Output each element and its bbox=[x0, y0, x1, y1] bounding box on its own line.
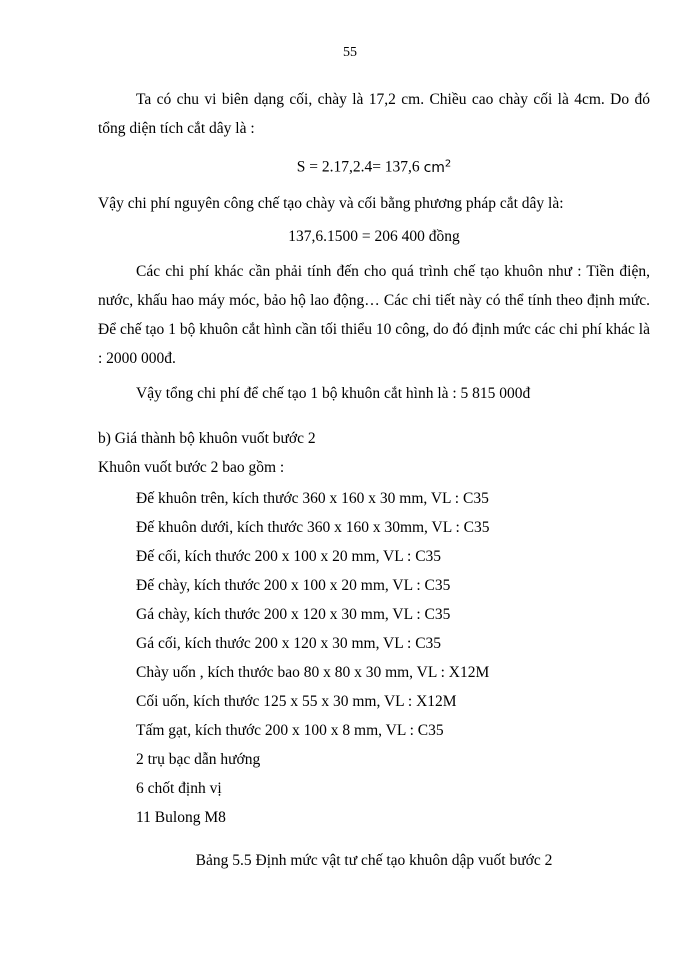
component-list bbox=[98, 484, 650, 832]
paragraph-other-costs: Các chi phí khác cần phải tính đến cho quá trình chế tạo khuôn như : Tiền điện, nước, khấu hao máy móc, bảo hộ lao động… Các chi tiết này có thể tính theo định mức. Để chế tạo 1 bộ khuôn cắt hình cần tối thiểu 10 công, do đó định mức các chi phí khác là : 2000 000đ. bbox=[98, 262, 650, 367]
list-item: 2 trụ bạc dẫn hướng bbox=[136, 750, 261, 768]
list-item: Đế chày, kích thước 200 x 100 x 20 mm, VL : C35 bbox=[136, 576, 451, 594]
unit-exponent: 2 bbox=[444, 158, 452, 169]
list-item: Cối uốn, kích thước 125 x 55 x 30 mm, VL : X12M bbox=[136, 692, 457, 710]
list-intro: Khuôn vuốt bước 2 bao gồm : bbox=[98, 458, 285, 476]
document-body bbox=[98, 85, 650, 875]
section-heading-b: b) Giá thành bộ khuôn vuốt bước 2 bbox=[98, 429, 316, 447]
paragraph-total-cost: Vậy tổng chi phí để chế tạo 1 bộ khuôn cắt hình là : 5 815 000đ bbox=[136, 384, 531, 402]
equation-area-text: S = 2.17,2.4= 137,6 bbox=[296, 158, 424, 176]
page-number: 55 bbox=[343, 45, 357, 60]
equation-area-unit: $cm^2$ bbox=[423, 158, 452, 176]
list-item: Gá chày, kích thước 200 x 120 x 30 mm, VL : C35 bbox=[136, 605, 451, 623]
list-item: Đế khuôn dưới, kích thước 360 x 160 x 30mm, VL : C35 bbox=[136, 518, 490, 536]
list-item: 6 chốt định vị bbox=[136, 779, 222, 797]
list-item: Chày uốn , kích thước bao 80 x 80 x 30 mm, VL : X12M bbox=[136, 663, 490, 681]
list-item: Tấm gạt, kích thước 200 x 100 x 8 mm, VL : C35 bbox=[136, 721, 444, 739]
table-caption: Bảng 5.5 Định mức vật tư chế tạo khuôn dập vuốt bước 2 bbox=[195, 851, 553, 869]
list-item: Đế khuôn trên, kích thước 360 x 160 x 30 mm, VL : C35 bbox=[136, 489, 489, 507]
equation-cost: 137,6.1500 = 206 400 đồng bbox=[288, 227, 460, 245]
paragraph-cost-intro: Vậy chi phí nguyên công chế tạo chày và cối bằng phương pháp cắt dây là: bbox=[98, 194, 564, 212]
paragraph-perimeter: Ta có chu vi biên dạng cối, chày là 17,2 cm. Chiều cao chày cối là 4cm. Do đó tổng diện tích cắt dây là : bbox=[98, 91, 650, 137]
equation-area bbox=[98, 149, 650, 183]
list-item: 11 Bulong M8 bbox=[136, 808, 226, 826]
list-item: Đế cối, kích thước 200 x 100 x 20 mm, VL : C35 bbox=[136, 547, 442, 565]
list-item: Gá cối, kích thước 200 x 120 x 30 mm, VL : C35 bbox=[136, 634, 442, 652]
